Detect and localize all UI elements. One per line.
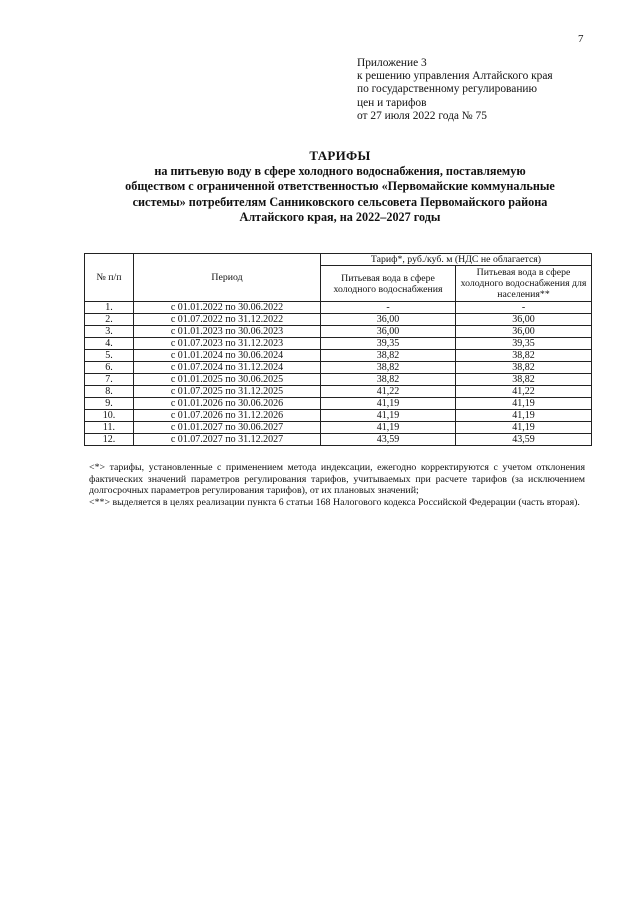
header-tariff-group: Тариф*, руб./куб. м (НДС не облагается) xyxy=(321,254,592,266)
cell-tariff-population: 36,00 xyxy=(456,326,592,338)
cell-tariff-population: 36,00 xyxy=(456,314,592,326)
table-row xyxy=(85,410,592,422)
cell-period: с 01.07.2023 по 31.12.2023 xyxy=(134,338,321,350)
cell-tariff-water: 41,22 xyxy=(321,386,456,398)
table-row xyxy=(85,350,592,362)
cell-period: с 01.07.2027 по 31.12.2027 xyxy=(134,434,321,446)
table-row xyxy=(85,302,592,314)
cell-tariff-population: 41,19 xyxy=(456,410,592,422)
header-col-water: Питьевая вода в сфере холодного водоснабжения xyxy=(321,266,456,302)
cell-num: 3. xyxy=(85,326,134,338)
cell-tariff-water: 41,19 xyxy=(321,398,456,410)
cell-tariff-water: 38,82 xyxy=(321,362,456,374)
cell-period: с 01.01.2026 по 30.06.2026 xyxy=(134,398,321,410)
cell-tariff-population: 38,82 xyxy=(456,362,592,374)
title-line: обществом с ограниченной ответственностью «Первомайские коммунальные xyxy=(125,179,555,194)
cell-num: 11. xyxy=(85,422,134,434)
tariff-table xyxy=(84,253,592,446)
cell-period: с 01.07.2022 по 31.12.2022 xyxy=(134,314,321,326)
appendix-line: цен и тарифов xyxy=(357,96,427,109)
table-row xyxy=(85,362,592,374)
cell-tariff-population: 41,19 xyxy=(456,422,592,434)
appendix-line: по государственному регулированию xyxy=(357,83,538,96)
appendix-line: к решению управления Алтайского края xyxy=(357,70,553,83)
cell-tariff-water: 38,82 xyxy=(321,374,456,386)
cell-tariff-water: 43,59 xyxy=(321,434,456,446)
title-heading: ТАРИФЫ xyxy=(309,148,371,163)
cell-num: 8. xyxy=(85,386,134,398)
header-num: № п/п xyxy=(85,254,134,302)
cell-tariff-water: 38,82 xyxy=(321,350,456,362)
footnotes xyxy=(89,462,585,508)
cell-period: с 01.01.2024 по 30.06.2024 xyxy=(134,350,321,362)
document-title xyxy=(60,148,620,225)
footnote: <*> тарифы, установленные с применением метода индексации, ежегодно корректируются с учетом отклонения фактических значений параметров регулирования тарифов, учитываемых при расчете тарифов (за исключением долгосрочных параметров регулирования тарифов), от их плановых значений; xyxy=(89,462,585,497)
cell-tariff-population: - xyxy=(456,302,592,314)
cell-tariff-water: 36,00 xyxy=(321,326,456,338)
cell-tariff-population: 38,82 xyxy=(456,350,592,362)
cell-num: 7. xyxy=(85,374,134,386)
table-row xyxy=(85,386,592,398)
cell-tariff-water: 36,00 xyxy=(321,314,456,326)
cell-num: 2. xyxy=(85,314,134,326)
cell-period: с 01.01.2025 по 30.06.2025 xyxy=(134,374,321,386)
cell-tariff-population: 39,35 xyxy=(456,338,592,350)
cell-num: 5. xyxy=(85,350,134,362)
cell-num: 9. xyxy=(85,398,134,410)
cell-period: с 01.07.2024 по 31.12.2024 xyxy=(134,362,321,374)
cell-period: с 01.07.2026 по 31.12.2026 xyxy=(134,410,321,422)
cell-tariff-water: 41,19 xyxy=(321,410,456,422)
cell-num: 12. xyxy=(85,434,134,446)
table-row xyxy=(85,326,592,338)
appendix-line: Приложение 3 xyxy=(357,57,427,69)
appendix-line: от 27 июля 2022 года № 75 xyxy=(357,109,487,122)
footnote: <**> выделяется в целях реализации пункта 6 статьи 168 Налогового кодекса Российской Федерации (часть вторая). xyxy=(89,496,580,508)
cell-num: 10. xyxy=(85,410,134,422)
cell-tariff-water: 41,19 xyxy=(321,422,456,434)
header-col-water-population: Питьевая вода в сфере холодного водоснабжения для населения** xyxy=(456,266,592,302)
table-row xyxy=(85,398,592,410)
cell-period: с 01.01.2023 по 30.06.2023 xyxy=(134,326,321,338)
cell-num: 4. xyxy=(85,338,134,350)
cell-period: с 01.01.2022 по 30.06.2022 xyxy=(134,302,321,314)
cell-tariff-population: 38,82 xyxy=(456,374,592,386)
title-line: Алтайского края, на 2022–2027 годы xyxy=(239,209,441,224)
title-line: на питьевую воду в сфере холодного водоснабжения, поставляемую xyxy=(154,164,526,179)
page-number: 7 xyxy=(578,33,584,45)
header-period: Период xyxy=(134,254,321,302)
cell-tariff-population: 41,22 xyxy=(456,386,592,398)
cell-period: с 01.07.2025 по 31.12.2025 xyxy=(134,386,321,398)
cell-num: 1. xyxy=(85,302,134,314)
cell-tariff-water: - xyxy=(321,302,456,314)
cell-num: 6. xyxy=(85,362,134,374)
cell-period: с 01.01.2027 по 30.06.2027 xyxy=(134,422,321,434)
table-row xyxy=(85,314,592,326)
appendix-reference xyxy=(357,57,553,123)
title-line: системы» потребителям Санниковского сельсовета Первомайского района xyxy=(132,194,548,209)
table-row xyxy=(85,434,592,446)
cell-tariff-water: 39,35 xyxy=(321,338,456,350)
cell-tariff-population: 41,19 xyxy=(456,398,592,410)
table-row xyxy=(85,422,592,434)
table-row xyxy=(85,374,592,386)
cell-tariff-population: 43,59 xyxy=(456,434,592,446)
table-row xyxy=(85,338,592,350)
